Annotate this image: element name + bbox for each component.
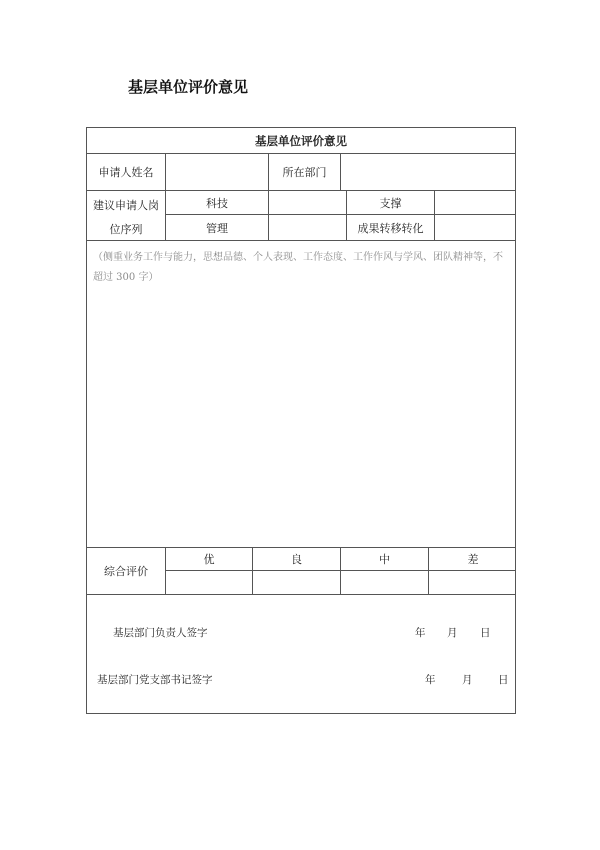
page-title: 基层单位评价意见	[128, 78, 249, 96]
party-date-month: 月	[462, 674, 473, 686]
position-option-management: 管理	[166, 215, 269, 240]
position-row-2	[166, 215, 515, 241]
position-option-support: 支撑	[347, 191, 435, 214]
leader-date-year: 年	[415, 627, 426, 639]
rating-average-check[interactable]	[341, 571, 429, 594]
position-label-line1: 建议申请人岗	[93, 199, 159, 212]
signature-area	[87, 595, 515, 713]
overall-rating-label: 综合评价	[87, 548, 166, 595]
comment-area[interactable]	[87, 241, 515, 548]
party-date-year: 年	[425, 674, 436, 686]
position-tech-check[interactable]	[269, 191, 347, 214]
rating-good-label: 良	[253, 548, 341, 570]
rating-average-label: 中	[341, 548, 429, 570]
department-label: 所在部门	[269, 154, 341, 190]
party-date-day: 日	[498, 674, 509, 686]
rating-good-check[interactable]	[253, 571, 341, 594]
applicant-name-field[interactable]	[166, 154, 269, 190]
rating-excellent-check[interactable]	[166, 571, 253, 594]
leader-date-month: 月	[447, 627, 458, 639]
applicant-row	[87, 154, 515, 191]
evaluation-form	[86, 127, 516, 714]
rating-poor-label: 差	[467, 553, 479, 566]
position-management-check[interactable]	[269, 215, 347, 240]
position-support-check[interactable]	[435, 191, 517, 214]
position-label	[87, 191, 166, 241]
position-transfer-check[interactable]	[435, 215, 517, 240]
applicant-name-label: 申请人姓名	[87, 154, 166, 190]
rating-excellent-label: 优	[166, 548, 253, 570]
leader-date-day: 日	[480, 627, 491, 639]
leader-signature-label: 基层部门负责人签字	[113, 627, 208, 639]
position-option-tech: 科技	[166, 191, 269, 214]
rating-header-row	[166, 548, 515, 571]
position-row-1	[166, 191, 515, 215]
party-secretary-signature-label: 基层部门党支部书记签字	[97, 674, 213, 686]
comment-hint: （侧重业务工作与能力，思想品德、个人表现、工作态度、工作作风与学风、团队精神等，不超过 300 字）	[93, 252, 503, 283]
rating-poor-check[interactable]	[429, 571, 517, 594]
form-header-row	[87, 128, 515, 154]
position-label-line2: 位序列	[109, 223, 143, 236]
rating-select-row	[166, 571, 515, 595]
position-option-transfer: 成果转移转化	[347, 215, 435, 240]
form-header: 基层单位评价意见	[255, 133, 347, 148]
department-field[interactable]	[341, 154, 517, 190]
